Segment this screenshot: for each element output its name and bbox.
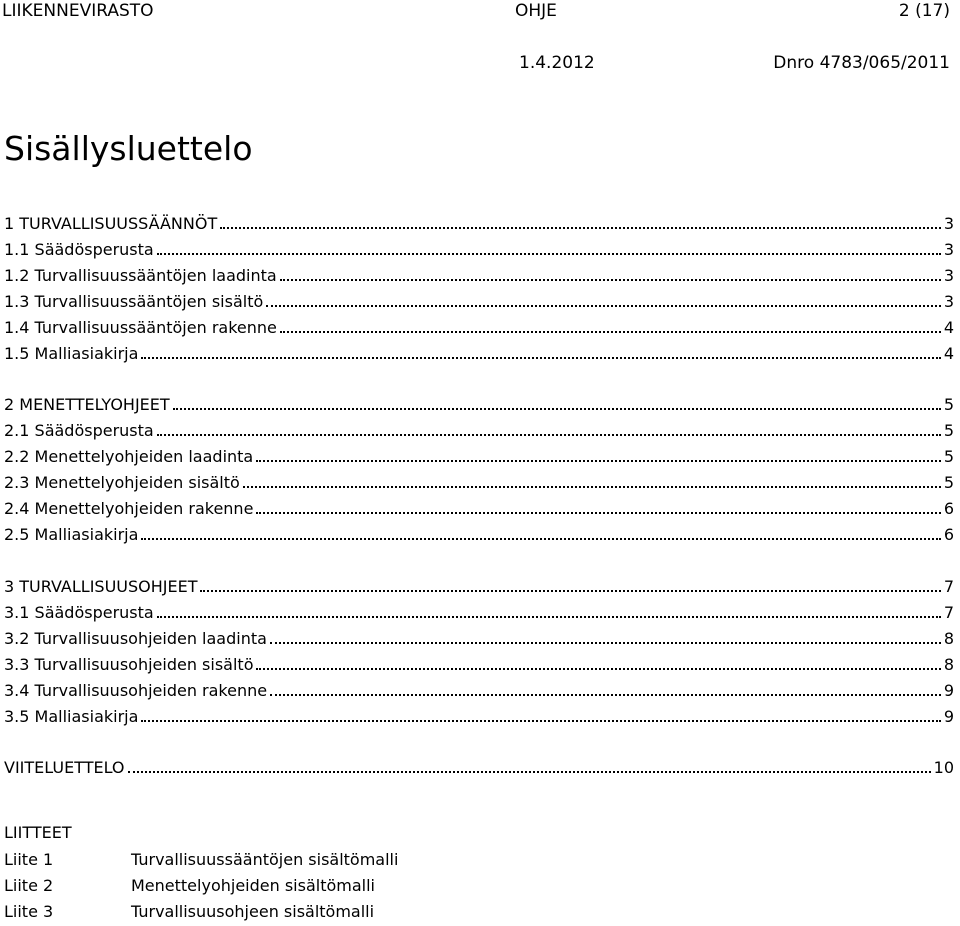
toc-entry-page: 8 (943, 655, 954, 674)
toc-entry[interactable] (4, 393, 954, 417)
toc-entry-label: 3.2 Turvallisuusohjeiden laadinta (4, 629, 267, 648)
toc-entry-label: 3 TURVALLISUUSOHJEET (4, 577, 198, 596)
toc-entry-label: 3.5 Malliasiakirja (4, 707, 139, 726)
header-record-number: Dnro 4783/065/2011 (773, 53, 950, 73)
toc-entry-page: 6 (943, 499, 954, 518)
toc-entry-label: 1.4 Turvallisuussääntöjen rakenne (4, 318, 277, 337)
toc-entry-page: 7 (943, 603, 954, 622)
toc-entry-label: 3.1 Säädösperusta (4, 603, 154, 622)
toc-entry-label: 1.5 Malliasiakirja (4, 344, 139, 363)
toc-entry[interactable] (4, 601, 954, 625)
toc-entry[interactable] (4, 523, 954, 547)
toc-entry-label: 2.4 Menettelyohjeiden rakenne (4, 499, 254, 518)
toc-entry-page: 3 (943, 266, 954, 285)
toc-entry[interactable] (4, 627, 954, 651)
toc-dot-leader (173, 407, 941, 410)
toc-entry-page: 7 (943, 577, 954, 596)
toc-dot-leader (256, 511, 940, 514)
toc-entry[interactable] (4, 705, 954, 729)
toc-entry-page: 4 (943, 318, 954, 337)
appendix-title: Turvallisuusohjeen sisältömalli (131, 902, 375, 921)
header-organization: LIIKENNEVIRASTO (2, 1, 154, 21)
toc-entry-label: 2.5 Malliasiakirja (4, 525, 139, 544)
toc-entry[interactable] (4, 290, 954, 314)
toc-entry[interactable] (4, 679, 954, 703)
toc-entry-label: 2.2 Menettelyohjeiden laadinta (4, 447, 254, 466)
toc-entry-page: 10 (933, 758, 954, 777)
toc-entry-page: 8 (943, 629, 954, 648)
toc-entry-label: 2.3 Menettelyohjeiden sisältö (4, 473, 240, 492)
toc-dot-leader (256, 667, 940, 670)
toc-entry-label: VIITELUETTELO (4, 758, 125, 777)
toc-entry[interactable] (4, 445, 954, 469)
toc-dot-leader (266, 304, 941, 307)
toc-dot-leader (157, 433, 941, 436)
toc-dot-leader (243, 485, 941, 488)
toc-entry[interactable] (4, 653, 954, 677)
toc-entry-page: 3 (943, 214, 954, 233)
toc-entry-page: 3 (943, 292, 954, 311)
toc-dot-leader (280, 278, 941, 281)
toc-entry-page: 5 (943, 447, 954, 466)
toc-title: Sisällysluettelo (4, 129, 253, 168)
toc-entry[interactable] (4, 264, 954, 288)
toc-dot-leader (157, 252, 941, 255)
toc-dot-leader (270, 693, 941, 696)
toc-entry-label: 2 MENETTELYOHJEET (4, 395, 170, 414)
appendix-id: Liite 3 (4, 902, 54, 921)
toc-entry[interactable] (4, 342, 954, 366)
header-document-type: OHJE (515, 1, 557, 21)
appendices-heading: LIITTEET (4, 823, 72, 842)
toc-entry[interactable] (4, 238, 954, 262)
toc-dot-leader (141, 719, 940, 722)
toc-dot-leader (270, 641, 941, 644)
header-date: 1.4.2012 (519, 53, 595, 73)
toc-entry-label: 3.4 Turvallisuusohjeiden rakenne (4, 681, 268, 700)
toc-entry[interactable] (4, 316, 954, 340)
toc-entry-label: 2.1 Säädösperusta (4, 421, 154, 440)
toc-dot-leader (280, 330, 941, 333)
toc-entry[interactable] (4, 471, 954, 495)
toc-dot-leader (256, 459, 941, 462)
toc-entry-page: 4 (943, 344, 954, 363)
toc-dot-leader (157, 615, 941, 618)
appendix-id: Liite 1 (4, 850, 54, 869)
toc-entry[interactable] (4, 497, 954, 521)
toc-dot-leader (128, 770, 931, 773)
toc-entry-page: 9 (943, 681, 954, 700)
toc-entry-label: 1.2 Turvallisuussääntöjen laadinta (4, 266, 277, 285)
toc-entry[interactable] (4, 575, 954, 599)
toc-dot-leader (141, 356, 940, 359)
toc-entry-label: 1.1 Säädösperusta (4, 240, 154, 259)
toc-entry-page: 5 (943, 395, 954, 414)
toc-entry[interactable] (4, 419, 954, 443)
toc-entry-page: 5 (943, 421, 954, 440)
toc-dot-leader (220, 226, 941, 229)
toc-dot-leader (200, 589, 940, 592)
toc-entry-label: 3.3 Turvallisuusohjeiden sisältö (4, 655, 254, 674)
toc-entry-page: 9 (943, 707, 954, 726)
toc-entry[interactable] (4, 756, 954, 780)
toc-entry[interactable] (4, 212, 954, 236)
toc-entry-label: 1.3 Turvallisuussääntöjen sisältö (4, 292, 264, 311)
toc-entry-label: 1 TURVALLISUUSSÄÄNNÖT (4, 214, 218, 233)
toc-dot-leader (141, 537, 940, 540)
appendix-title: Menettelyohjeiden sisältömalli (131, 876, 375, 895)
appendix-title: Turvallisuussääntöjen sisältömalli (131, 850, 399, 869)
header-page-number: 2 (17) (898, 1, 950, 21)
toc-entry-page: 6 (943, 525, 954, 544)
toc-entry-page: 3 (943, 240, 954, 259)
toc-entry-page: 5 (943, 473, 954, 492)
appendix-id: Liite 2 (4, 876, 54, 895)
